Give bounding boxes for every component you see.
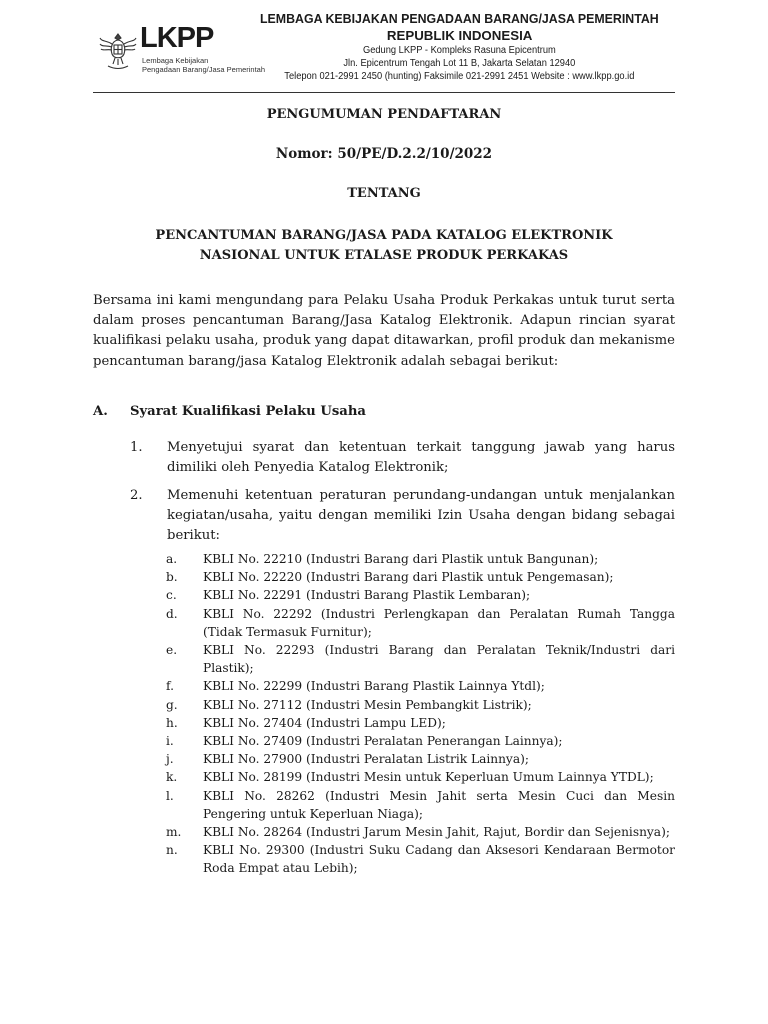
kbli-text: KBLI No. 28262 (Industri Mesin Jahit serta Mesin Cuci dan Mesin Pengering untuk Keperluan Niaga); [203,788,675,821]
kbli-item [166,768,675,786]
kbli-item [166,696,675,714]
announcement-number: Nomor: 50/PE/D.2.2/10/2022 [275,146,493,162]
item-text: Memenuhi ketentuan peraturan perundang-undangan untuk menjalankan kegiatan/usaha, yaitu dengan memiliki Izin Usaha dengan bidang sebagai berikut: [167,488,675,544]
lkpp-logo: LKPP [140,22,214,54]
kbli-text: KBLI No. 28264 (Industri Jarum Mesin Jahit, Rajut, Bordir dan Sejenisnya); [203,825,670,840]
kbli-letter: c. [166,588,177,603]
kbli-item [166,787,675,823]
kbli-text: KBLI No. 22220 (Industri Barang dari Plastik untuk Pengemasan); [203,570,614,585]
kbli-item [166,550,675,568]
item-number: 1. [130,440,143,455]
subject-line-1: PENCANTUMAN BARANG/JASA PADA KATALOG ELEKTRONIK [155,228,613,243]
kbli-text: KBLI No. 22291 (Industri Barang Plastik Lembaran); [203,588,531,603]
kbli-text: KBLI No. 27900 (Industri Peralatan Listrik Lainnya); [203,752,529,767]
kbli-text: KBLI No. 27409 (Industri Peralatan Penerangan Lainnya); [203,734,563,749]
logo-subtitle-line-1: Lembaga Kebijakan [142,56,209,65]
building-address: Gedung LKPP - Kompleks Rasuna Epicentrum [363,45,557,56]
kbli-letter: g. [166,697,178,712]
section-letter: A. [93,404,108,419]
kbli-letter: d. [166,606,178,621]
kbli-text: KBLI No. 22293 (Industri Barang dan Peralatan Teknik/Industri dari Plastik); [203,643,675,676]
kbli-item [166,714,675,732]
kbli-item [166,823,675,841]
kbli-letter: f. [166,679,174,694]
kbli-text: KBLI No. 22292 (Industri Perlengkapan dan Peralatan Rumah Tangga (Tidak Termasuk Furnitur); [203,606,675,639]
letterhead-divider [93,92,675,93]
kbli-letter: k. [166,770,178,785]
kbli-text: KBLI No. 28199 (Industri Mesin untuk Keperluan Umum Lainnya YTDL); [203,770,654,785]
garuda-emblem-icon [98,28,138,74]
announcement-title: PENGUMUMAN PENDAFTARAN [266,107,502,122]
subject-heading [93,226,675,266]
kbli-text: KBLI No. 22299 (Industri Barang Plastik Lainnya Ytdl); [203,679,545,694]
kbli-text: KBLI No. 27404 (Industri Lampu LED); [203,715,446,730]
kbli-letter: m. [166,825,182,840]
kbli-letter: i. [166,734,174,749]
kbli-item [166,641,675,677]
kbli-text: KBLI No. 29300 (Industri Suku Cadang dan Aksesori Kendaraan Bermotor Roda Empat atau Lebih); [203,843,675,876]
kbli-letter: e. [166,643,178,658]
kbli-item [166,586,675,604]
kbli-list [166,550,675,878]
section-title: Syarat Kualifikasi Pelaku Usaha [130,404,366,419]
list-item [130,438,675,478]
kbli-letter: a. [166,552,178,566]
country-name: REPUBLIK INDONESIA [386,28,533,43]
kbli-letter: b. [166,570,178,585]
intro-paragraph: Bersama ini kami mengundang para Pelaku Usaha Produk Perkakas untuk turut serta dalam proses pencantuman Barang/Jasa Katalog Elektronik. Adapun rincian syarat kualifikasi pelaku usaha, produk yang dapat ditawarkan, profil produk dan mekanisme pencantuman barang/jasa Katalog Elektronik adalah sebagai berikut: [93,293,675,369]
letterhead-text [245,10,674,83]
kbli-letter: n. [166,843,178,858]
street-address: Jln. Epicentrum Tengah Lot 11 B, Jakarta Selatan 12940 [343,58,576,69]
about-heading: TENTANG [347,186,421,201]
kbli-item [166,841,675,877]
kbli-item [166,605,675,641]
item-text: Menyetujui syarat dan ketentuan terkait tanggung jawab yang harus dimiliki oleh Penyedia Katalog Elektronik; [167,440,675,476]
kbli-text: KBLI No. 27112 (Industri Mesin Pembangkit Listrik); [203,697,532,712]
list-item [130,486,675,547]
item-number: 2. [130,488,143,503]
kbli-letter: h. [166,715,178,730]
kbli-item [166,677,675,695]
kbli-text: KBLI No. 22210 (Industri Barang dari Plastik untuk Bangunan); [203,552,599,566]
institution-name: LEMBAGA KEBIJAKAN PENGADAAN BARANG/JASA PEMERINTAH [260,11,659,26]
kbli-letter: j. [166,752,174,767]
contact-info: Telepon 021-2991 2450 (hunting) Faksimile 021-2991 2451 Website : www.lkpp.go.id [284,71,635,82]
logo-subtitle-line-2: Pengadaan Barang/Jasa Pemerintah [142,65,266,74]
kbli-item [166,732,675,750]
subject-line-2: NASIONAL UNTUK ETALASE PRODUK PERKAKAS [199,248,569,263]
kbli-item [166,750,675,768]
kbli-item [166,568,675,586]
kbli-letter: l. [166,788,174,803]
